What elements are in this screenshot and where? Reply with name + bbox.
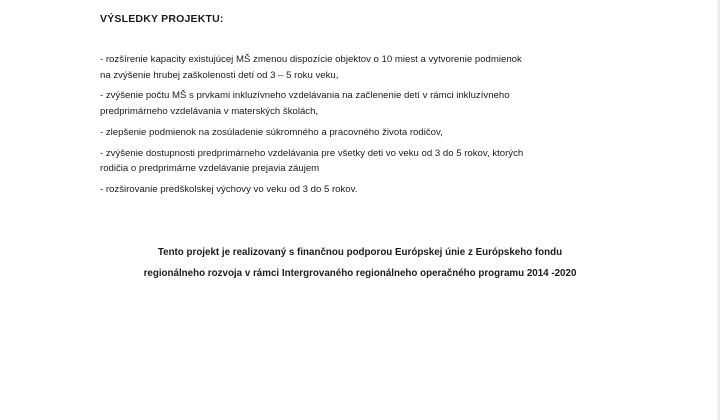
list-item-line: - zlepšenie podmienok na zosúladenie súkromného a pracovného života rodičov, [100, 126, 443, 138]
list-item-line: - zvýšenie dostupnosti predprimárneho vzdelávania pre všetky deti vo veku od 3 do 5 rokov, ktorých [100, 147, 524, 159]
list-item-line: predprimárneho vzdelávania v materských školách, [100, 106, 319, 118]
section-heading: VÝSLEDKY PROJEKTU: [100, 13, 224, 25]
list-item [100, 52, 660, 83]
scan-edge-shadow [716, 0, 720, 420]
funding-statement [80, 243, 640, 284]
funding-statement-line: Tento projekt je realizovaný s finančnou podporou Európskej únie z Európskeho fondu [157, 247, 563, 258]
list-item [100, 182, 660, 198]
list-item-line: - rozširovanie predškolskej výchovy vo veku od 3 do 5 rokov. [100, 184, 358, 196]
list-item [100, 146, 660, 177]
list-item-line: rodičia o predprimárne vzdelávanie prejavia záujem [100, 163, 320, 175]
list-item-line: na zvýšenie hrubej zaškolenosti detí od 3 – 5 roku veku, [100, 69, 339, 81]
list-item [100, 88, 660, 119]
list-item-line: - rozšírenie kapacity existujúcej MŠ zmenou dispozície objektov o 10 miest a vytvorenie podmienok [100, 54, 522, 65]
list-item-line: - zvýšenie počtu MŠ s prvkami inkluzívneho vzdelávania na začlenenie detí v rámci inkluzívneho [100, 90, 510, 102]
results-list [100, 52, 660, 203]
list-item [100, 125, 660, 141]
funding-statement-line: regionálneho rozvoja v rámci Intergrovaného regionálneho operačného programu 2014 -2020 [143, 267, 577, 279]
